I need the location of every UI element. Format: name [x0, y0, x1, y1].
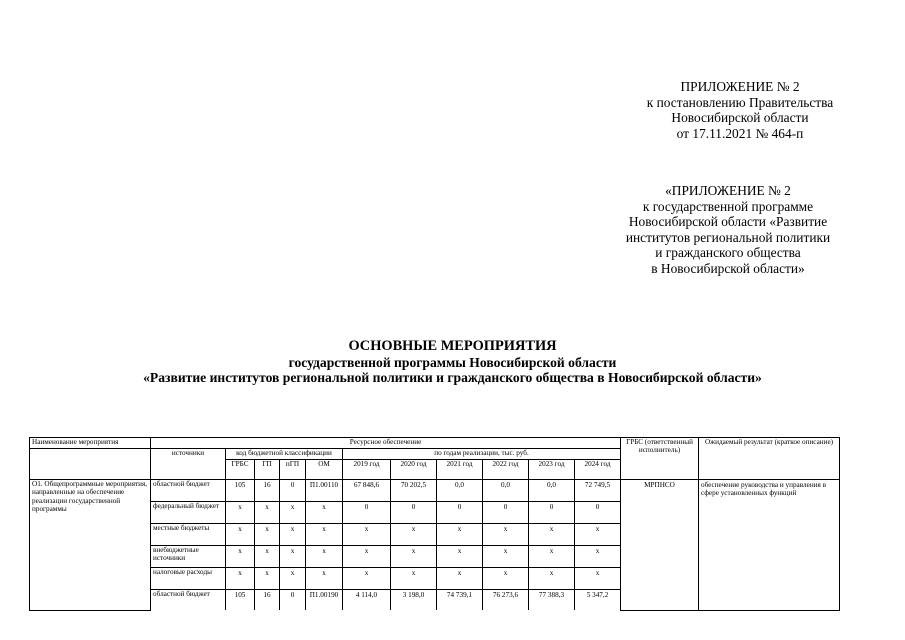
value-cell: 0,0 — [529, 480, 575, 502]
inner-appendix-header — [588, 183, 868, 277]
value-cell: х — [391, 546, 437, 568]
value-cell: х — [529, 546, 575, 568]
header-year: 2022 год — [483, 460, 529, 480]
header-grbs: ГРБС (ответственный исполнитель) — [621, 438, 699, 480]
value-cell: 70 202,5 — [391, 480, 437, 502]
measure-result: обеспечение руководства и управления в сфере установленных функций — [699, 480, 840, 611]
value-cell: 0 — [529, 502, 575, 524]
inner-appendix-line: институтов региональной политики — [625, 229, 831, 245]
title-line: государственной программы Новосибирской области — [288, 354, 617, 370]
value-cell: 0 — [343, 502, 391, 524]
pgp-cell: 0 — [280, 590, 306, 611]
header-years-group: по годам реализации, тыс. руб. — [343, 449, 621, 460]
source-cell: областной бюджет — [151, 480, 226, 502]
value-cell: х — [575, 546, 621, 568]
value-cell: х — [437, 546, 483, 568]
appendix-line: от 17.11.2021 № 464-п — [676, 125, 804, 141]
table-row — [30, 480, 840, 502]
value-cell: 0 — [483, 502, 529, 524]
gp-cell: х — [255, 568, 280, 590]
grbs-cell: х — [226, 546, 255, 568]
inner-appendix-line: в Новосибирской области» — [651, 260, 805, 276]
grbs-cell: х — [226, 568, 255, 590]
grbs-cell: х — [226, 502, 255, 524]
value-cell: х — [529, 524, 575, 546]
value-cell: 0 — [391, 502, 437, 524]
header-result: Ожидаемый результат (краткое описание) — [699, 438, 840, 480]
header-code-gp: ГП — [255, 460, 280, 480]
header-code-pgp: пГП — [280, 460, 306, 480]
title-line: ОСНОВНЫЕ МЕРОПРИЯТИЯ — [348, 338, 557, 354]
header-year: 2020 год — [391, 460, 437, 480]
pgp-cell: х — [280, 524, 306, 546]
om-cell: х — [306, 568, 343, 590]
value-cell: х — [575, 568, 621, 590]
gp-cell: х — [255, 502, 280, 524]
gp-cell: х — [255, 524, 280, 546]
grbs-cell: 105 — [226, 480, 255, 502]
inner-appendix-line: Новосибирской области «Развитие — [628, 214, 828, 230]
measure-name: О1. Общепрограммные мероприятия, направленные на обеспечение реализации государственной программы — [30, 480, 151, 611]
value-cell: 76 273,6 — [483, 590, 529, 611]
source-cell: внебюджетные источники — [151, 546, 226, 568]
source-cell: областной бюджет — [151, 590, 226, 611]
value-cell: 72 749,5 — [575, 480, 621, 502]
value-cell: х — [483, 546, 529, 568]
source-cell: федеральный бюджет — [151, 502, 226, 524]
om-cell: П1.00190 — [306, 590, 343, 611]
measure-executor: МРПНСО — [621, 480, 699, 611]
inner-appendix-line: «ПРИЛОЖЕНИЕ № 2 — [665, 183, 791, 198]
header-code-om: ОМ — [306, 460, 343, 480]
value-cell: 0,0 — [437, 480, 483, 502]
value-cell: х — [575, 524, 621, 546]
om-cell: П1.00110 — [306, 480, 343, 502]
value-cell: 5 347,2 — [575, 590, 621, 611]
header-year: 2023 год — [529, 460, 575, 480]
header-code-grbs: ГРБС — [226, 460, 255, 480]
value-cell: х — [343, 524, 391, 546]
value-cell: х — [391, 524, 437, 546]
inner-appendix-line: и гражданского общества — [655, 245, 801, 261]
value-cell: х — [529, 568, 575, 590]
om-cell: х — [306, 524, 343, 546]
value-cell: 0 — [437, 502, 483, 524]
om-cell: х — [306, 502, 343, 524]
value-cell: х — [437, 568, 483, 590]
source-cell: налоговые расходы — [151, 568, 226, 590]
value-cell: 77 388,3 — [529, 590, 575, 611]
gp-cell: 16 — [255, 590, 280, 611]
title-line: «Развитие институтов региональной политики и гражданского общества в Новосибирской области» — [143, 370, 762, 386]
value-cell: х — [483, 568, 529, 590]
pgp-cell: 0 — [280, 480, 306, 502]
header-resource: Ресурсное обеспечение — [151, 438, 621, 449]
pgp-cell: х — [280, 568, 306, 590]
gp-cell: 16 — [255, 480, 280, 502]
header-code: код бюджетной классификации — [226, 449, 343, 460]
source-cell: местные бюджеты — [151, 524, 226, 546]
header-name: Наименование мероприятия — [30, 438, 151, 449]
value-cell: 74 739,1 — [437, 590, 483, 611]
value-cell: х — [437, 524, 483, 546]
value-cell: 0 — [575, 502, 621, 524]
document-title — [0, 339, 905, 386]
appendix-line: Новосибирской области — [671, 110, 809, 126]
header-name-empty — [30, 449, 151, 480]
value-cell: х — [343, 568, 391, 590]
grbs-cell: 105 — [226, 590, 255, 611]
gp-cell: х — [255, 546, 280, 568]
value-cell: 67 848,6 — [343, 480, 391, 502]
value-cell: 3 198,0 — [391, 590, 437, 611]
inner-appendix-line: к государственной программе — [642, 198, 814, 214]
value-cell: х — [391, 568, 437, 590]
appendix-line: к постановлению Правительства — [646, 94, 834, 110]
header-year: 2024 год — [575, 460, 621, 480]
grbs-cell: х — [226, 524, 255, 546]
header-year: 2021 год — [437, 460, 483, 480]
pgp-cell: х — [280, 546, 306, 568]
value-cell: 0,0 — [483, 480, 529, 502]
om-cell: х — [306, 546, 343, 568]
appendix-header — [600, 79, 880, 141]
value-cell: х — [343, 546, 391, 568]
measures-table — [29, 437, 840, 611]
header-sources: источники — [151, 449, 226, 480]
header-year: 2019 год — [343, 460, 391, 480]
value-cell: х — [483, 524, 529, 546]
appendix-line: ПРИЛОЖЕНИЕ № 2 — [680, 79, 800, 94]
value-cell: 4 114,0 — [343, 590, 391, 611]
pgp-cell: х — [280, 502, 306, 524]
